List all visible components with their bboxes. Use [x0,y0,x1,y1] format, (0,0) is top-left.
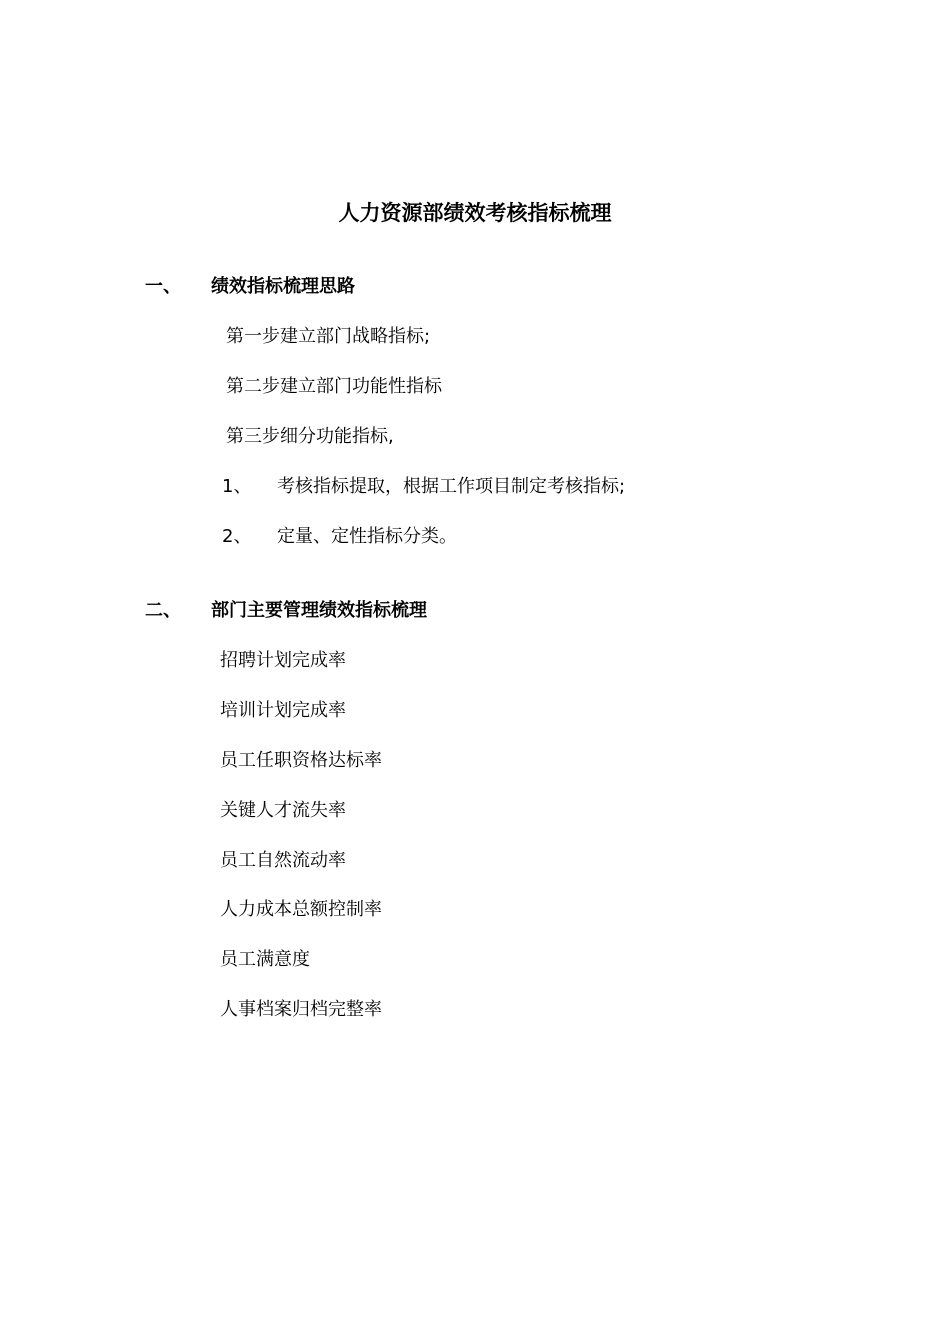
indicator-item: 员工满意度 [220,949,310,970]
substep-text: 定量、定性指标分类。 [277,526,457,547]
step-item: 第三步细分功能指标, [226,426,394,447]
section-heading-2 [145,598,427,624]
indicator-item: 员工任职资格达标率 [220,750,382,771]
substep-text: 考核指标提取，根据工作项目制定考核指标; [277,476,626,497]
section-heading-text: 部门主要管理绩效指标梳理 [211,600,427,621]
indicator-item: 员工自然流动率 [220,850,346,871]
indicator-item: 人事档案归档完整率 [220,999,382,1020]
step-item: 第二步建立部门功能性指标 [226,376,442,397]
section-number: 一、 [145,276,181,297]
substep-item [222,474,625,500]
step-item: 第一步建立部门战略指标; [226,326,431,347]
indicator-item: 人力成本总额控制率 [220,899,382,920]
indicator-item: 培训计划完成率 [220,700,346,721]
page-title: 人力资源部绩效考核指标梳理 [338,201,612,225]
substep-number: 2、 [222,526,252,547]
substep-item [222,524,457,550]
section-number: 二、 [145,600,181,621]
indicator-item: 招聘计划完成率 [220,650,346,671]
indicator-item: 关键人才流失率 [220,800,346,821]
section-heading-1 [145,274,355,300]
section-heading-text: 绩效指标梳理思路 [211,276,355,297]
substep-number: 1、 [222,476,252,497]
